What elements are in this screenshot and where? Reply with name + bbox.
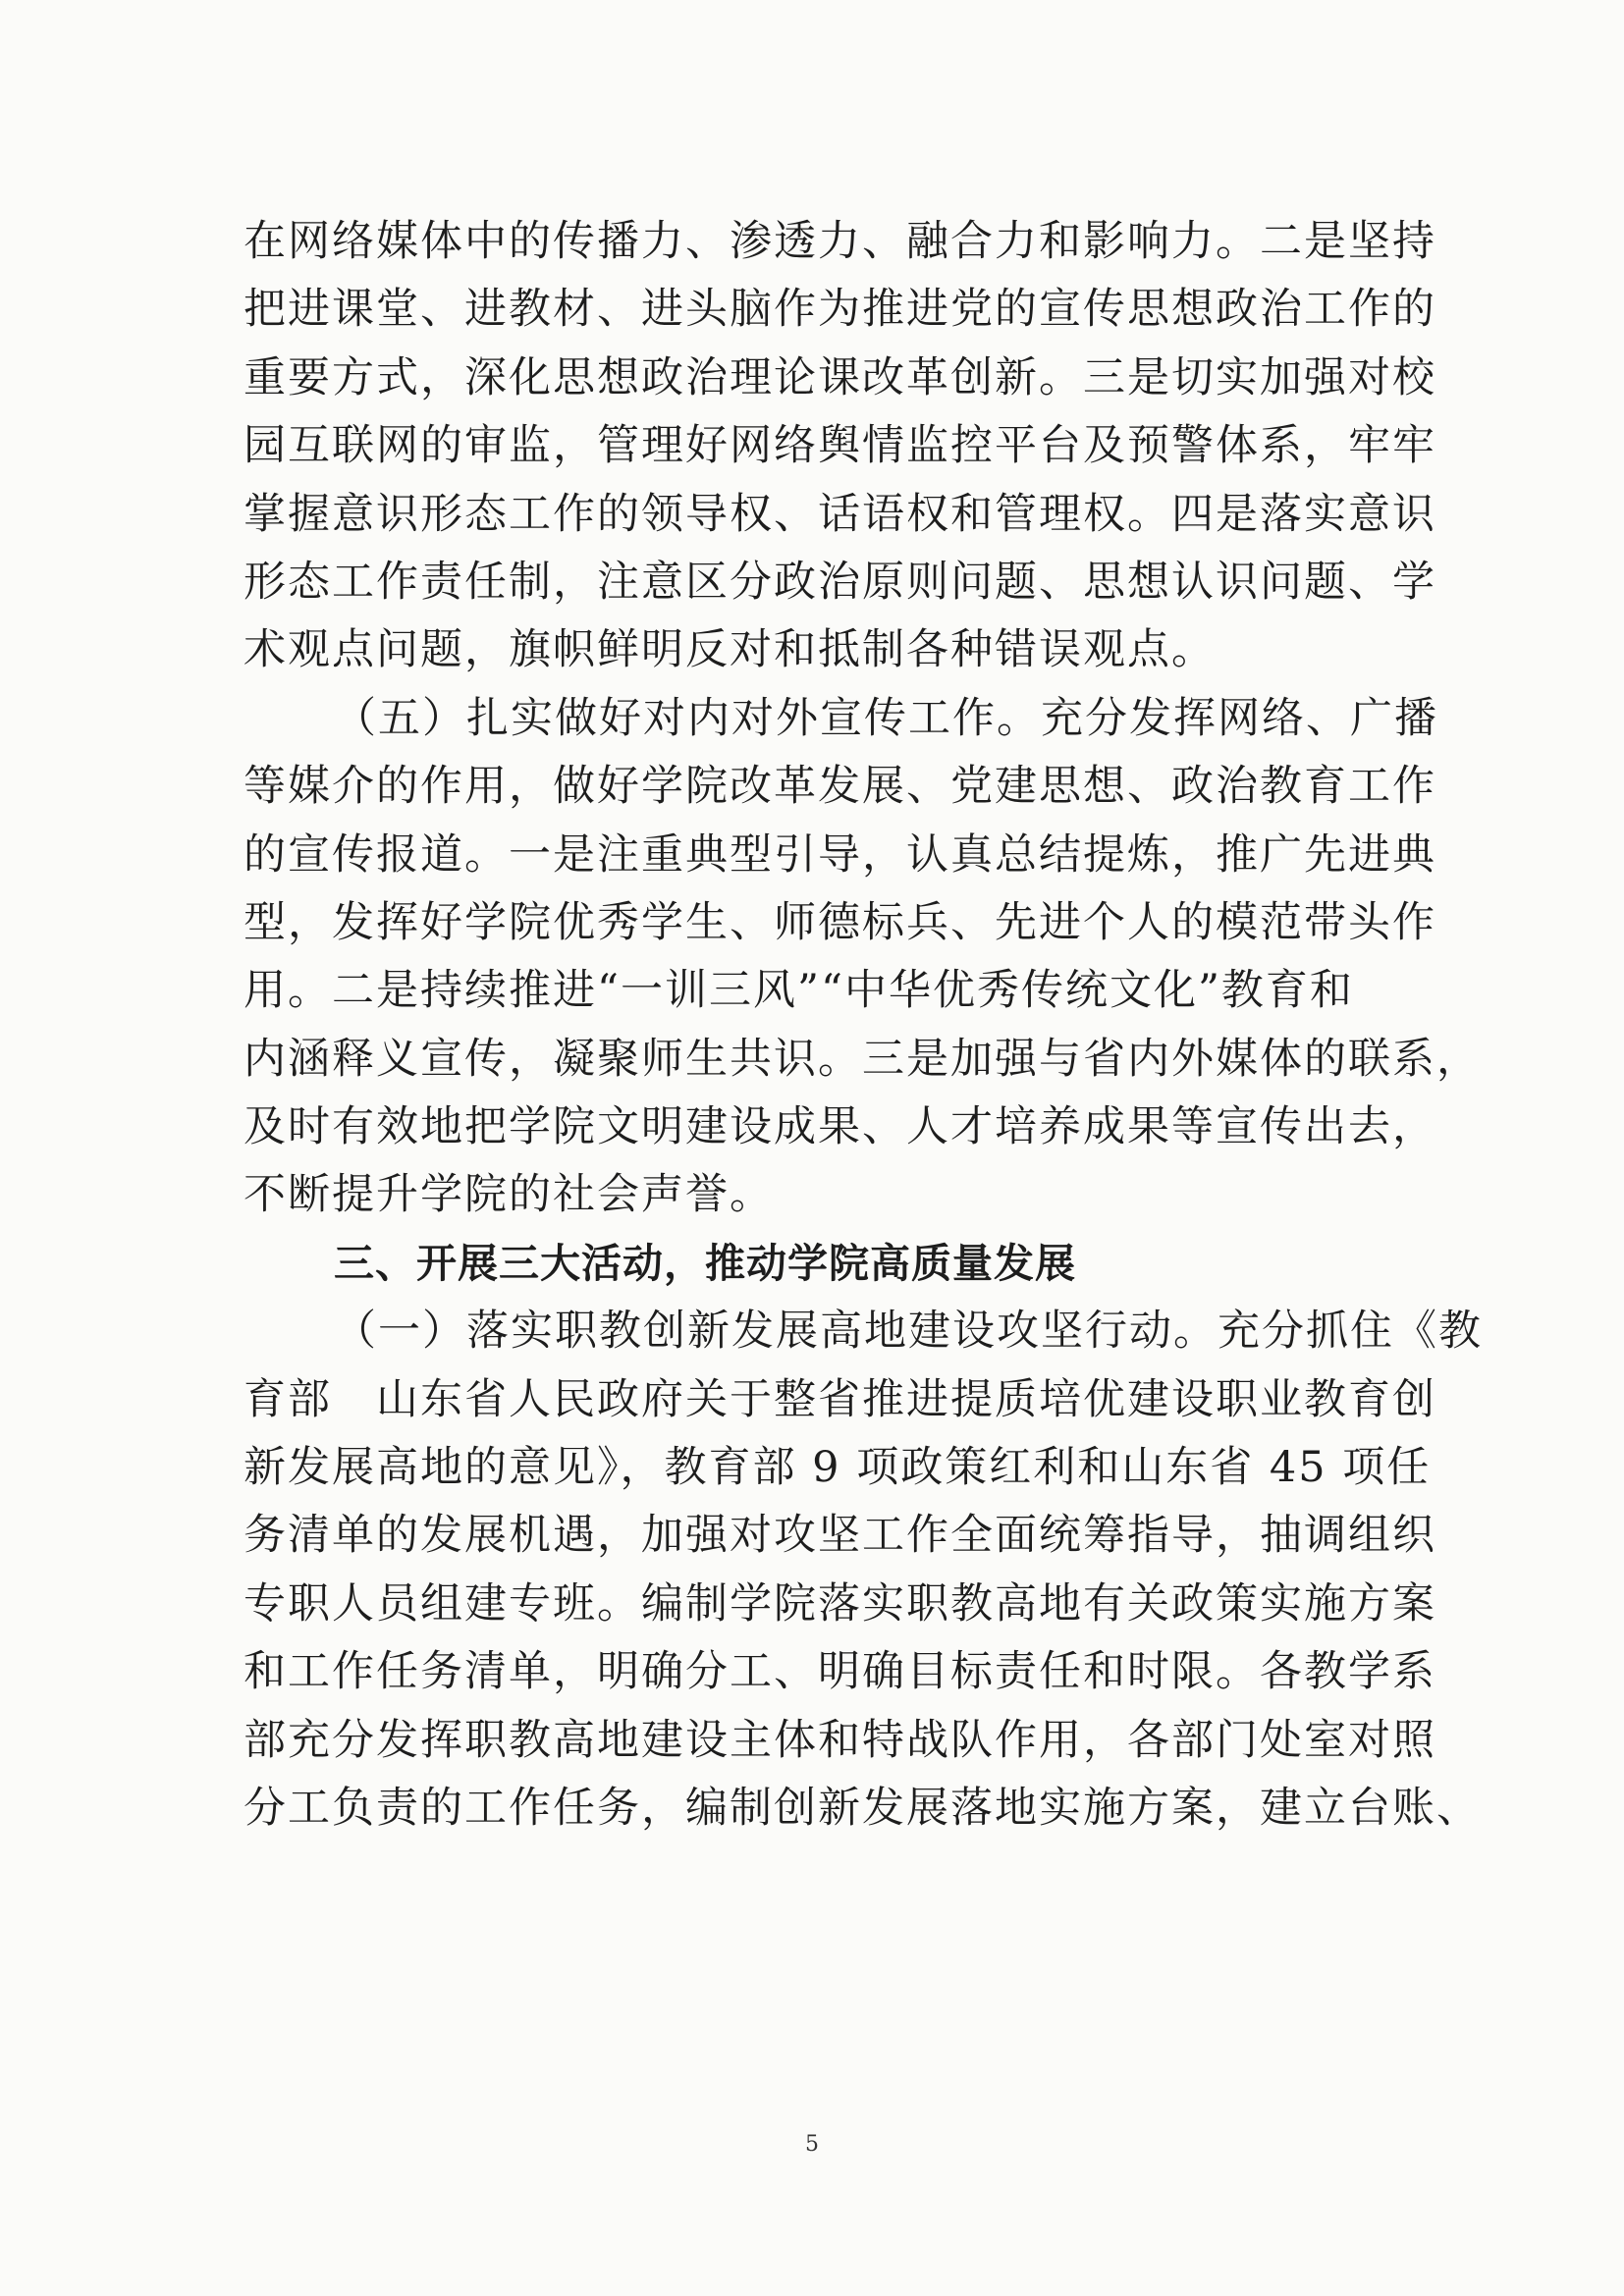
paragraph-line: 及时有效地把学院文明建设成果、人才培养成果等宣传出去，: [244, 1102, 1436, 1152]
paragraph-line: （五）扎实做好对内对外宣传工作。充分发挥网络、广播: [334, 693, 1438, 743]
section-heading: 三、开展三大活动，推动学院高质量发展: [334, 1239, 1076, 1287]
paragraph-line: 育部 山东省人民政府关于整省推进提质培优建设职业教育创: [244, 1374, 1436, 1424]
paragraph-line: 在网络媒体中的传播力、渗透力、融合力和影响力。二是坚持: [244, 217, 1436, 266]
paragraph-line: 形态工作责任制，注意区分政治原则问题、思想认识问题、学: [244, 557, 1436, 607]
page-number: 5: [805, 2132, 819, 2157]
paragraph-line: 分工负责的工作任务，编制创新发展落地实施方案，建立台账、: [244, 1783, 1481, 1833]
paragraph-line: 重要方式，深化思想政治理论课改革创新。三是切实加强对校: [244, 352, 1436, 402]
paragraph-line: 内涵释义宣传，凝聚师生共识。三是加强与省内外媒体的联系，: [244, 1034, 1481, 1084]
paragraph-line: 掌握意识形态工作的领导权、话语权和管理权。四是落实意识: [244, 489, 1436, 539]
paragraph-line: 专职人员组建专班。编制学院落实职教高地有关政策实施方案: [244, 1578, 1436, 1629]
paragraph-line: 新发展高地的意见》，教育部 9 项政策红利和山东省 45 项任: [244, 1443, 1432, 1493]
paragraph-line: 不断提升学院的社会声誉。: [244, 1170, 774, 1220]
body-text: [244, 208, 1483, 1842]
paragraph-line: 用。二是持续推进“一训三风”“中华优秀传统文化”教育和: [244, 966, 1354, 1016]
paragraph-line: 部充分发挥职教高地建设主体和特战队作用，各部门处室对照: [244, 1715, 1436, 1765]
paragraph-line: 术观点问题，旗帜鲜明反对和抵制各种错误观点。: [244, 625, 1216, 675]
paragraph-line: 务清单的发展机遇，加强对攻坚工作全面统筹指导，抽调组织: [244, 1511, 1436, 1561]
paragraph-line: 和工作任务清单，明确分工、明确目标责任和时限。各教学系: [244, 1647, 1436, 1697]
paragraph-line: （一）落实职教创新发展高地建设攻坚行动。充分抓住《教: [334, 1307, 1483, 1357]
paragraph-line: 园互联网的审监，管理好网络舆情监控平台及预警体系，牢牢: [244, 421, 1436, 471]
paragraph-line: 把进课堂、进教材、进头脑作为推进党的宣传思想政治工作的: [244, 285, 1436, 335]
paragraph-line: 型，发挥好学院优秀学生、师德标兵、先进个人的模范带头作: [244, 897, 1436, 947]
paragraph-line: 等媒介的作用，做好学院改革发展、党建思想、政治教育工作: [244, 762, 1436, 812]
paragraph-line: 的宣传报道。一是注重典型引导，认真总结提炼，推广先进典: [244, 829, 1436, 880]
